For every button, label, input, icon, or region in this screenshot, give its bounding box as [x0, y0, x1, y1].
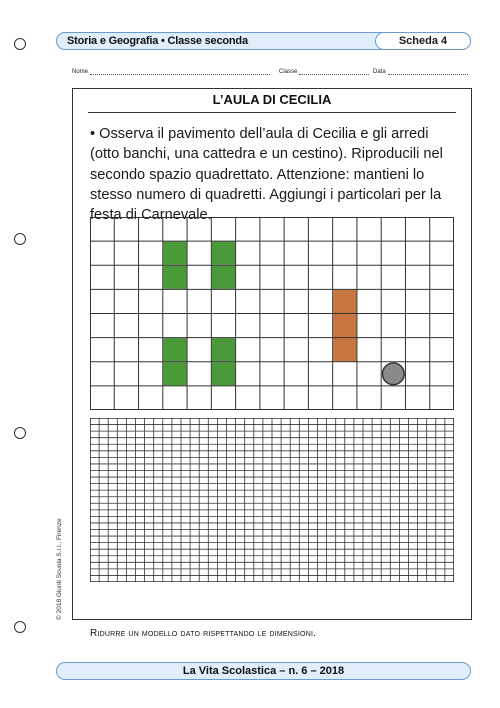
- title-divider: [88, 112, 456, 113]
- date-label: Data: [373, 69, 386, 75]
- drawing-grid[interactable]: [90, 418, 454, 582]
- student-desk: [212, 338, 235, 361]
- student-fields: [72, 68, 472, 78]
- header-bar: [56, 32, 471, 50]
- student-desk: [163, 266, 186, 289]
- name-label: Nome: [72, 69, 89, 75]
- date-line: [388, 68, 468, 75]
- binder-hole: [14, 38, 26, 50]
- student-desk: [212, 242, 235, 265]
- binder-hole: [14, 233, 26, 245]
- class-line: [299, 68, 369, 75]
- header-title: Storia e Geografia • Classe seconda: [67, 35, 248, 47]
- student-desk: [163, 338, 186, 361]
- instructions-text: • Osserva il pavimento dell’aula di Cecilia e gli arredi (otto banchi, una cattedra e un cestino). Riproducili nel secondo spazio quadrettato. Attenzione: mantieni lo stesso numero di quadretti. Aggiungi i particolari per la festa di Carnevale.: [90, 126, 443, 224]
- footer-bar: La Vita Scolastica – n. 6 – 2018: [56, 662, 471, 680]
- exercise-caption: Ridurre un modello dato rispettando le dimensioni.: [90, 628, 317, 639]
- student-desk: [163, 242, 186, 265]
- name-line: [90, 68, 270, 75]
- practice-grid[interactable]: [90, 418, 454, 582]
- exercise-title: L’AULA DI CECILIA: [212, 92, 332, 107]
- class-label: Classe: [279, 69, 298, 75]
- binder-hole: [14, 621, 26, 633]
- class-field[interactable]: [279, 68, 369, 75]
- date-field[interactable]: [373, 68, 468, 75]
- copyright-note: © 2018 Giunti Scuola S.r.l., Firenze: [56, 518, 63, 620]
- student-desk: [163, 362, 186, 385]
- student-desk: [212, 266, 235, 289]
- name-field[interactable]: [72, 68, 270, 75]
- model-grid: [90, 217, 454, 410]
- classroom-floor-plan: [90, 217, 454, 410]
- sheet-number-badge: Scheda 4: [375, 32, 471, 50]
- teacher-desk: [333, 290, 356, 361]
- binder-hole: [14, 427, 26, 439]
- waste-bin: [382, 363, 404, 385]
- student-desk: [212, 362, 235, 385]
